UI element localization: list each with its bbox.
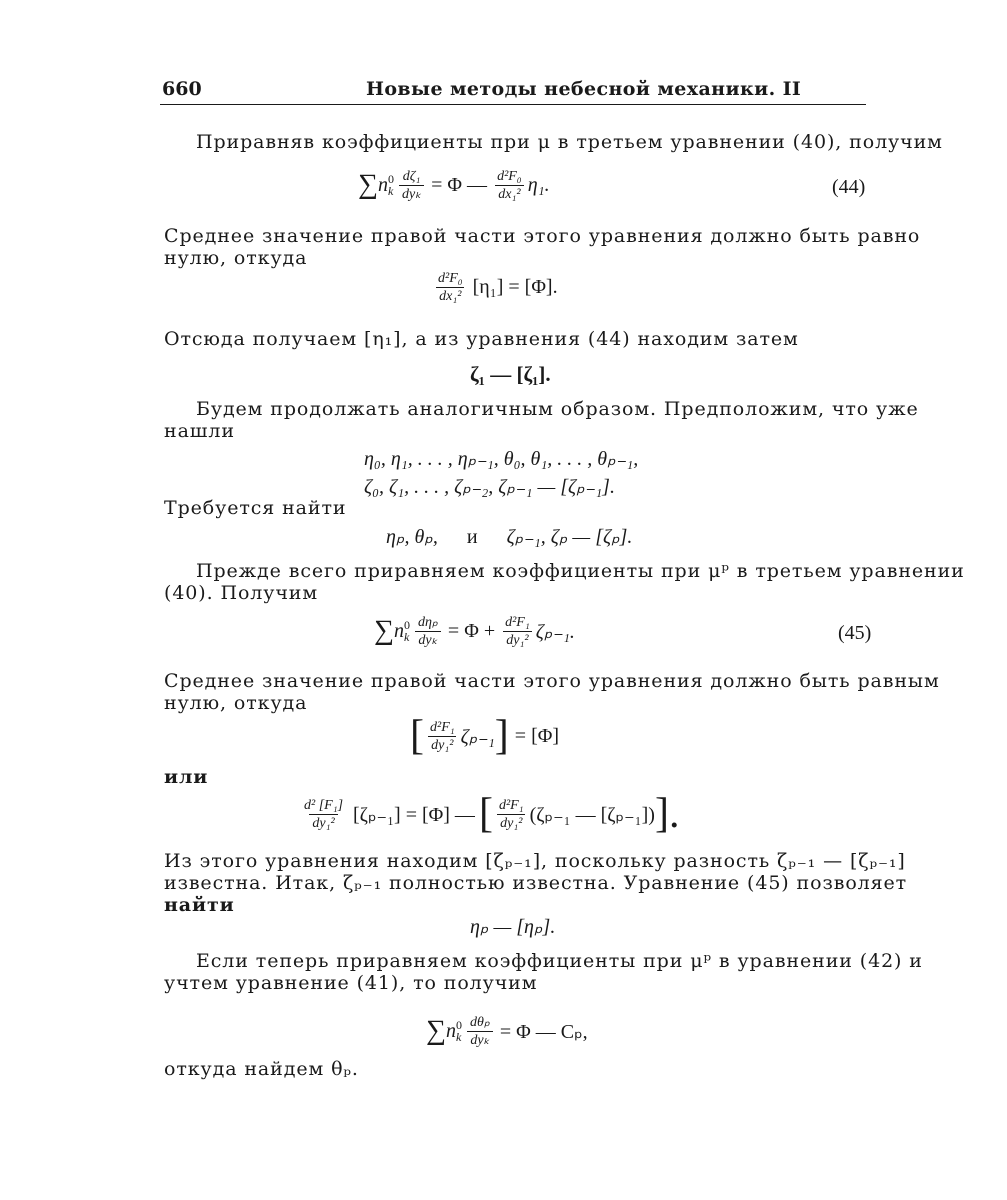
sum-symbol: ∑	[426, 1015, 446, 1046]
superscript: 0	[455, 1018, 462, 1032]
denominator: dy₁²	[503, 631, 531, 649]
equation-term: (ζₚ₋₁ — [ζₚ₋₁])	[529, 803, 655, 826]
header-rule	[160, 104, 866, 105]
denominator: dy₁²	[428, 736, 456, 754]
bracket: ].	[654, 791, 680, 837]
equation-45	[374, 606, 575, 656]
equation-term: ηₚ, θₚ,	[386, 526, 438, 548]
paragraph: или	[164, 766, 209, 788]
numerator: d²F₁	[498, 797, 524, 813]
paragraph-line: (40). Получим	[164, 582, 319, 604]
equation	[298, 786, 679, 842]
paragraph-line: Прежде всего приравняем коэффициенты при μᵖ в третьем уравнении	[196, 560, 965, 582]
subscript: k	[455, 1030, 462, 1044]
conjunction: и	[466, 526, 478, 548]
equation-number: (45)	[838, 622, 872, 644]
equation-term: [ζₚ₋₁] = [Φ] —	[353, 803, 475, 826]
numerator: d²F₀	[438, 270, 463, 286]
equation-operator: = Φ —	[431, 173, 488, 196]
numerator: d²F₁	[430, 719, 455, 735]
paragraph: откуда найдем θₚ.	[164, 1058, 359, 1080]
var-n: n	[445, 1019, 456, 1042]
page-number: 660	[162, 78, 202, 100]
paragraph-line: Среднее значение правой части этого уравнения должно быть равно	[164, 225, 921, 247]
equation	[432, 262, 558, 312]
sum-symbol: ∑	[358, 169, 378, 200]
numerator: dζ₁	[402, 168, 421, 184]
var-n: n	[377, 173, 388, 196]
equation-term: η₁.	[527, 173, 550, 196]
superscript: 0	[387, 172, 394, 186]
equation-term: = [Φ]	[514, 724, 560, 747]
denominator: dy₁²	[497, 814, 525, 832]
paragraph-line: учтем уравнение (41), то получим	[164, 972, 538, 994]
paragraph	[164, 850, 907, 916]
fraction	[435, 270, 466, 305]
fraction	[427, 719, 458, 754]
bracket: ]	[494, 713, 509, 759]
denominator: dyₖ	[415, 631, 440, 649]
paragraph-line: нашли	[164, 420, 235, 442]
paragraph-line: нулю, откуда	[164, 247, 308, 269]
superscript: 0	[403, 618, 410, 632]
paragraph-line: Если теперь приравняем коэффициенты при μᵖ в уравнении (42) и	[196, 950, 923, 972]
fraction	[399, 168, 424, 203]
fraction	[502, 614, 533, 649]
equation-term: ζₚ₋₁, ζₚ — [ζₚ].	[506, 526, 633, 548]
denominator: dyₖ	[467, 1031, 492, 1049]
equation: η₀, η₁, . . . , ηₚ₋₁, θ₀, θ₁, . . . , θₚ₋₁,	[364, 448, 639, 470]
paragraph	[164, 398, 919, 442]
fraction	[467, 1014, 493, 1049]
paragraph-line: Среднее значение правой части этого уравнения должно быть равным	[164, 670, 940, 692]
paragraph: Требуется найти	[164, 497, 347, 519]
denominator: dy₁²	[309, 814, 337, 832]
equation-term: ζₚ₋₁	[460, 725, 495, 748]
subscript: k	[387, 184, 394, 198]
bracket: [	[478, 791, 493, 837]
paragraph: Приравняв коэффициенты при μ в третьем уравнении (40), получим	[196, 131, 943, 153]
numerator: d² [F₁]	[304, 797, 344, 813]
equation: ζ₀, ζ₁, . . . , ζₚ₋₂, ζₚ₋₁ — [ζₚ₋₁].	[364, 476, 615, 498]
fraction	[494, 168, 525, 203]
denominator: dx₁²	[436, 287, 464, 305]
equation-44	[358, 160, 550, 210]
equation	[426, 1006, 588, 1056]
equation-number: (44)	[832, 176, 866, 198]
paragraph-line: нулю, откуда	[164, 692, 308, 714]
paragraph: Отсюда получаем [η₁], а из уравнения (44) находим затем	[164, 328, 799, 350]
fraction	[301, 797, 346, 832]
paragraph-line: найти	[164, 894, 235, 916]
equation-operator: = Φ +	[447, 619, 496, 642]
fraction	[496, 797, 527, 832]
denominator: dyₖ	[399, 185, 424, 203]
subscript: k	[403, 630, 410, 644]
paragraph-line: Будем продолжать аналогичным образом. Предположим, что уже	[196, 398, 919, 420]
denominator: dx₁²	[495, 185, 523, 203]
sum-symbol: ∑	[374, 615, 394, 646]
equation-term: [η₁] = [Φ].	[472, 275, 558, 298]
equation	[386, 524, 632, 549]
var-n: n	[393, 619, 404, 642]
paragraph	[164, 560, 965, 604]
paragraph	[164, 950, 923, 994]
running-title: Новые методы небесной механики. II	[366, 78, 802, 100]
numerator: dηₚ	[417, 614, 438, 630]
equation: ηₚ — [ηₚ].	[470, 916, 556, 938]
numerator: dθₚ	[469, 1014, 490, 1030]
numerator: d²F₁	[505, 614, 530, 630]
equation: ζ₁ — [ζ₁].	[470, 362, 551, 386]
paragraph-line: Из этого уравнения находим [ζₚ₋₁], поскольку разность ζₚ₋₁ — [ζₚ₋₁]	[164, 850, 906, 872]
equation-term: = Φ — Cₚ,	[499, 1020, 588, 1043]
paragraph-line: известна. Итак, ζₚ₋₁ полностью известна. Уравнение (45) позволяет	[164, 872, 908, 894]
numerator: d²F₀	[497, 168, 522, 184]
bracket: [	[410, 713, 424, 759]
fraction	[415, 614, 441, 649]
equation-term: ζₚ₋₁.	[535, 620, 575, 643]
equation	[410, 708, 559, 764]
